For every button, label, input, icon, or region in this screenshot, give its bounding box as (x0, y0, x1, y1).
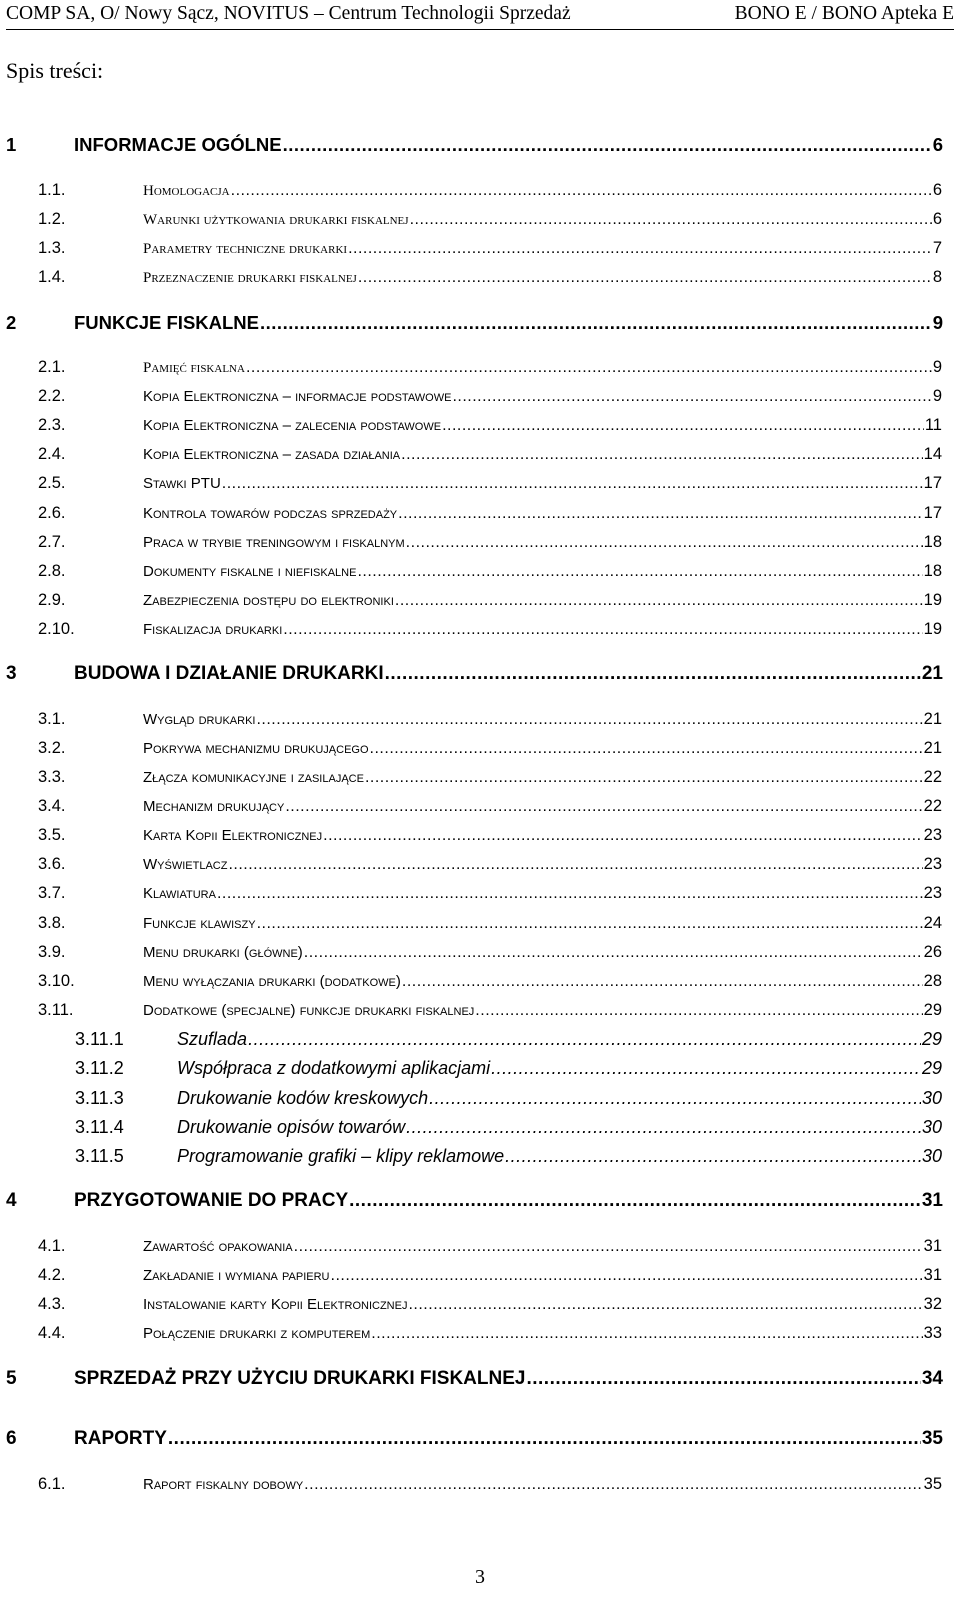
toc-entry-title: Przeznaczenie drukarki fiskalnej (143, 270, 357, 286)
toc-entry[interactable] (6, 1366, 943, 1392)
toc-entry-title: Kontrola towarów podczas sprzedaży (143, 505, 398, 522)
toc-entry-title: Współpraca z dodatkowymi aplikacjami (177, 1058, 491, 1078)
toc-entry-title: Kopia Elektroniczna – zalecenia podstawowe (143, 417, 442, 434)
toc-entry-page: 29 (923, 1001, 942, 1019)
toc-entry-number: 4 (6, 1190, 17, 1211)
toc-entry-number: 2 (6, 312, 17, 333)
toc-entry[interactable] (75, 1085, 942, 1111)
toc-leader-dots (410, 207, 932, 232)
toc-entry[interactable] (38, 177, 942, 203)
page-header (6, 1, 954, 30)
toc-entry-title: Wygląd drukarki (143, 711, 256, 728)
toc-entry[interactable] (75, 1143, 942, 1169)
toc-entry-page: 19 (923, 591, 942, 609)
toc-entry-number: 2.9. (38, 591, 66, 609)
toc-entry-page: 29 (921, 1029, 942, 1049)
toc-leader-dots (491, 1055, 921, 1081)
toc-entry[interactable] (38, 764, 942, 790)
toc-leader-dots (442, 413, 924, 438)
toc-entry[interactable] (38, 822, 942, 848)
toc-leader-dots (357, 559, 922, 584)
toc-leader-dots (331, 1263, 923, 1288)
toc-entry-page: 18 (923, 562, 942, 580)
toc-entry-page: 7 (932, 239, 942, 257)
toc-entry-number: 4.4. (38, 1324, 66, 1342)
toc-entry-page: 21 (923, 739, 942, 757)
toc-entry[interactable] (6, 310, 943, 336)
toc-entry-title: Programowanie grafiki – klipy reklamowe (177, 1146, 505, 1166)
toc-entry-page: 23 (923, 855, 942, 873)
toc-entry-page: 18 (923, 533, 942, 551)
toc-entry[interactable] (6, 661, 943, 687)
toc-entry-number: 3.8. (38, 914, 66, 932)
toc-leader-dots (358, 265, 932, 290)
toc-entry-title: Klawiatura (143, 885, 216, 902)
toc-entry-page: 30 (921, 1146, 942, 1166)
toc-entry-title: Zawartość opakowania (143, 1238, 293, 1255)
toc-leader-dots (304, 940, 923, 965)
toc-entry[interactable] (38, 354, 942, 380)
toc-entry-page: 24 (923, 914, 942, 932)
toc-entry-number: 3 (6, 663, 17, 684)
toc-leader-dots (285, 794, 922, 819)
toc-entry-number: 1.3. (38, 239, 66, 257)
toc-leader-dots (398, 501, 923, 526)
toc-entry-number: 2.4. (38, 445, 66, 463)
toc-leader-dots (168, 1426, 921, 1452)
toc-leader-dots (231, 178, 932, 203)
toc-entry[interactable] (38, 1291, 942, 1317)
toc-entry-number: 2.3. (38, 416, 66, 434)
toc-entry-number: 2.5. (38, 474, 66, 492)
toc-entry-number: 3.7. (38, 884, 66, 902)
toc-entry-number: 3.3. (38, 768, 66, 786)
toc-entry-title: Szuflada (177, 1029, 248, 1049)
toc-entry-number: 3.1. (38, 710, 66, 728)
toc-entry-page: 9 (932, 312, 943, 333)
toc-leader-dots (395, 588, 923, 613)
toc-leader-dots (526, 1366, 920, 1392)
toc-leader-dots (401, 442, 923, 467)
header-right-text: BONO E / BONO Apteka E (734, 3, 954, 24)
toc-leader-dots (246, 355, 932, 380)
toc-entry[interactable] (38, 997, 942, 1023)
toc-entry-title: Pokrywa mechanizmu drukującego (143, 740, 369, 757)
toc-leader-dots (348, 236, 932, 261)
toc-leader-dots (365, 765, 923, 790)
toc-entry-page: 30 (921, 1117, 942, 1137)
toc-entry-title: INFORMACJE OGÓLNE (74, 134, 282, 155)
toc-entry-page: 9 (932, 387, 942, 405)
toc-entry-title: FUNKCJE FISKALNE (74, 312, 260, 333)
toc-entry-page: 31 (923, 1237, 942, 1255)
toc-entry-page: 31 (923, 1266, 942, 1284)
toc-entry-page: 31 (921, 1190, 943, 1211)
toc-entry[interactable] (38, 206, 942, 232)
toc-entry-title: Zakładanie i wymiana papieru (143, 1267, 330, 1284)
toc-entry-title: Mechanizm drukujący (143, 798, 285, 815)
toc-leader-dots (323, 823, 923, 848)
toc-entry-number: 3.11.1 (75, 1029, 124, 1049)
toc-entry-number: 1.4. (38, 268, 66, 286)
toc-entry-number: 2.2. (38, 387, 66, 405)
toc-entry-title: Pamięć fiskalna (143, 360, 245, 376)
toc-leader-dots (505, 1143, 921, 1169)
toc-entry-title: Menu drukarki (główne) (143, 944, 303, 961)
toc-entry[interactable] (38, 235, 942, 261)
toc-entry-page: 33 (923, 1324, 942, 1342)
toc-entry-title: Menu wyłączania drukarki (dodatkowe) (143, 973, 401, 990)
toc-entry-page: 35 (921, 1428, 943, 1449)
toc-entry-title: Karta Kopii Elektronicznej (143, 827, 323, 844)
toc-entry-number: 4.3. (38, 1295, 66, 1313)
toc-entry[interactable] (38, 500, 942, 526)
toc-entry[interactable] (38, 470, 942, 496)
toc-entry-title: RAPORTY (74, 1428, 167, 1449)
toc-entry-page: 17 (923, 474, 942, 492)
toc-entry-number: 3.9. (38, 943, 66, 961)
toc-entry-title: Kopia Elektroniczna – zasada działania (143, 446, 401, 463)
toc-entry-number: 5 (6, 1368, 17, 1389)
toc-entry-title: Wyświetlacz (143, 856, 228, 873)
toc-entry-page: 22 (923, 768, 942, 786)
toc-leader-dots (370, 736, 923, 761)
toc-entry[interactable] (38, 910, 942, 936)
toc-entry[interactable] (75, 1026, 942, 1052)
toc-entry[interactable] (6, 132, 943, 158)
toc-leader-dots (260, 310, 932, 336)
toc-entry-title: PRZYGOTOWANIE DO PRACY (74, 1190, 349, 1211)
toc-entry-title: SPRZEDAŻ PRZY UŻYCIU DRUKARKI FISKALNEJ (74, 1368, 526, 1389)
toc-entry-number: 1.2. (38, 210, 66, 228)
toc-entry[interactable] (38, 558, 942, 584)
toc-entry-page: 19 (923, 620, 942, 638)
toc-entry-title: Homologacja (143, 183, 230, 199)
toc-entry-title: Połączenie drukarki z komputerem (143, 1325, 371, 1342)
toc-entry-page: 23 (923, 826, 942, 844)
toc-entry-page: 22 (923, 797, 942, 815)
toc-entry[interactable] (75, 1114, 942, 1140)
toc-entry[interactable] (38, 529, 942, 555)
toc-entry-title: Stawki PTU (143, 475, 221, 492)
toc-entry-page: 35 (923, 1475, 942, 1493)
toc-entry-page: 34 (921, 1368, 943, 1389)
toc-leader-dots (228, 852, 922, 877)
toc-entry-number: 3.4. (38, 797, 66, 815)
toc-entry-number: 4.1. (38, 1237, 66, 1255)
toc-entry-page: 21 (923, 710, 942, 728)
toc-entry[interactable] (75, 1055, 942, 1081)
toc-leader-dots (408, 1292, 922, 1317)
toc-entry-title: Parametry techniczne drukarki (143, 241, 348, 257)
toc-entry-page: 28 (923, 972, 942, 990)
toc-leader-dots (256, 707, 922, 732)
toc-entry-number: 3.2. (38, 739, 66, 757)
toc-entry[interactable] (38, 264, 942, 290)
toc-entry-page: 9 (932, 358, 942, 376)
toc-entry-number: 2.6. (38, 504, 66, 522)
toc-entry-title: Kopia Elektroniczna – informacje podstawowe (143, 388, 452, 405)
toc-entry-title: Złącza komunikacyjne i zasilające (143, 769, 364, 786)
toc-entry[interactable] (38, 412, 942, 438)
toc-leader-dots (283, 132, 932, 158)
toc-entry-page: 23 (923, 884, 942, 902)
toc-leader-dots (406, 530, 923, 555)
toc-entry[interactable] (38, 793, 942, 819)
page-number: 3 (475, 1566, 485, 1588)
toc-entry-number: 6.1. (38, 1475, 66, 1493)
toc-entry-number: 3.11.4 (75, 1117, 124, 1137)
toc-entry-page: 17 (923, 504, 942, 522)
header-left-text: COMP SA, O/ Nowy Sącz, NOVITUS – Centrum Technologii Sprzedaż (6, 3, 571, 24)
toc-leader-dots (294, 1234, 923, 1259)
toc-entry-title: Zabezpieczenia dostępu do elektroniki (143, 592, 394, 609)
toc-entry[interactable] (38, 706, 942, 732)
toc-leader-dots (452, 384, 931, 409)
toc-entry-number: 2.1. (38, 358, 66, 376)
toc-leader-dots (248, 1026, 921, 1052)
toc-entry-title: BUDOWA I DZIAŁANIE DRUKARKI (74, 663, 384, 684)
toc-leader-dots (371, 1321, 922, 1346)
toc-leader-dots (385, 661, 921, 687)
toc-entry-page: 32 (923, 1295, 942, 1313)
toc-entry-page: 6 (932, 134, 943, 155)
toc-entry-number: 3.11.2 (75, 1058, 124, 1078)
toc-entry[interactable] (38, 968, 942, 994)
toc-entry-number: 3.5. (38, 826, 66, 844)
toc-leader-dots (304, 1472, 922, 1497)
toc-entry-page: 14 (923, 445, 942, 463)
toc-entry-number: 2.8. (38, 562, 66, 580)
toc-entry[interactable] (38, 1262, 942, 1288)
toc-entry-title: Funkcje klawiszy (143, 915, 256, 932)
toc-leader-dots (406, 1114, 921, 1140)
toc-entry-number: 2.10. (38, 620, 75, 638)
toc-leader-dots (222, 471, 923, 496)
toc-entry[interactable] (38, 616, 942, 642)
toc-entry[interactable] (38, 587, 942, 613)
toc-entry-title: Drukowanie kodów kreskowych (177, 1088, 429, 1108)
toc-entry[interactable] (38, 1471, 942, 1497)
toc-entry[interactable] (38, 851, 942, 877)
toc-entry-title: Dodatkowe (specjalne) funkcje drukarki fiskalnej (143, 1002, 475, 1019)
toc-entry[interactable] (38, 880, 942, 906)
toc-entry[interactable] (38, 1233, 942, 1259)
toc-entry-page: 11 (924, 416, 942, 434)
toc-entry-page: 8 (932, 268, 942, 286)
toc-entry-title: Dokumenty fiskalne i niefiskalne (143, 563, 357, 580)
toc-entry[interactable] (38, 383, 942, 409)
toc-entry-title: Praca w trybie treningowym i fiskalnym (143, 534, 405, 551)
toc-entry-page: 30 (921, 1088, 942, 1108)
toc-entry-number: 4.2. (38, 1266, 66, 1284)
toc-leader-dots (217, 881, 923, 906)
toc-entry-title: Instalowanie karty Kopii Elektronicznej (143, 1296, 408, 1313)
toc-entry-number: 1.1. (38, 181, 66, 199)
toc-entry-title: Raport fiskalny dobowy (143, 1476, 304, 1493)
toc-entry[interactable] (38, 939, 942, 965)
toc-entry-number: 3.11.5 (75, 1146, 124, 1166)
toc-entry-title: Fiskalizacja drukarki (143, 621, 283, 638)
toc-entry-number: 1 (6, 134, 17, 155)
toc-entry-title: Drukowanie opisów towarów (177, 1117, 406, 1137)
toc-entry-number: 3.11. (38, 1001, 74, 1019)
toc-entry-title: Warunki użytkowania drukarki fiskalnej (143, 212, 409, 228)
toc-leader-dots (429, 1085, 921, 1111)
toc-entry-page: 26 (923, 943, 942, 961)
toc-entry[interactable] (38, 441, 942, 467)
toc-entry[interactable] (38, 1320, 942, 1346)
toc-entry-page: 6 (932, 181, 942, 199)
toc-entry-page: 29 (921, 1058, 942, 1078)
toc-entry-page: 6 (932, 210, 942, 228)
toc-entry[interactable] (6, 1426, 943, 1452)
toc-entry[interactable] (38, 735, 942, 761)
toc-entry-number: 3.6. (38, 855, 66, 873)
toc-leader-dots (349, 1188, 921, 1214)
toc-title: Spis treści: (6, 58, 104, 83)
toc-leader-dots (402, 969, 923, 994)
toc-entry-number: 3.10. (38, 972, 75, 990)
toc-entry-page: 21 (921, 663, 943, 684)
toc-leader-dots (475, 998, 922, 1023)
toc-entry-number: 6 (6, 1428, 17, 1449)
toc-entry-number: 3.11.3 (75, 1088, 124, 1108)
toc-entry[interactable] (6, 1188, 943, 1214)
toc-entry-number: 2.7. (38, 533, 66, 551)
toc-leader-dots (257, 911, 923, 936)
toc-leader-dots (283, 617, 922, 642)
